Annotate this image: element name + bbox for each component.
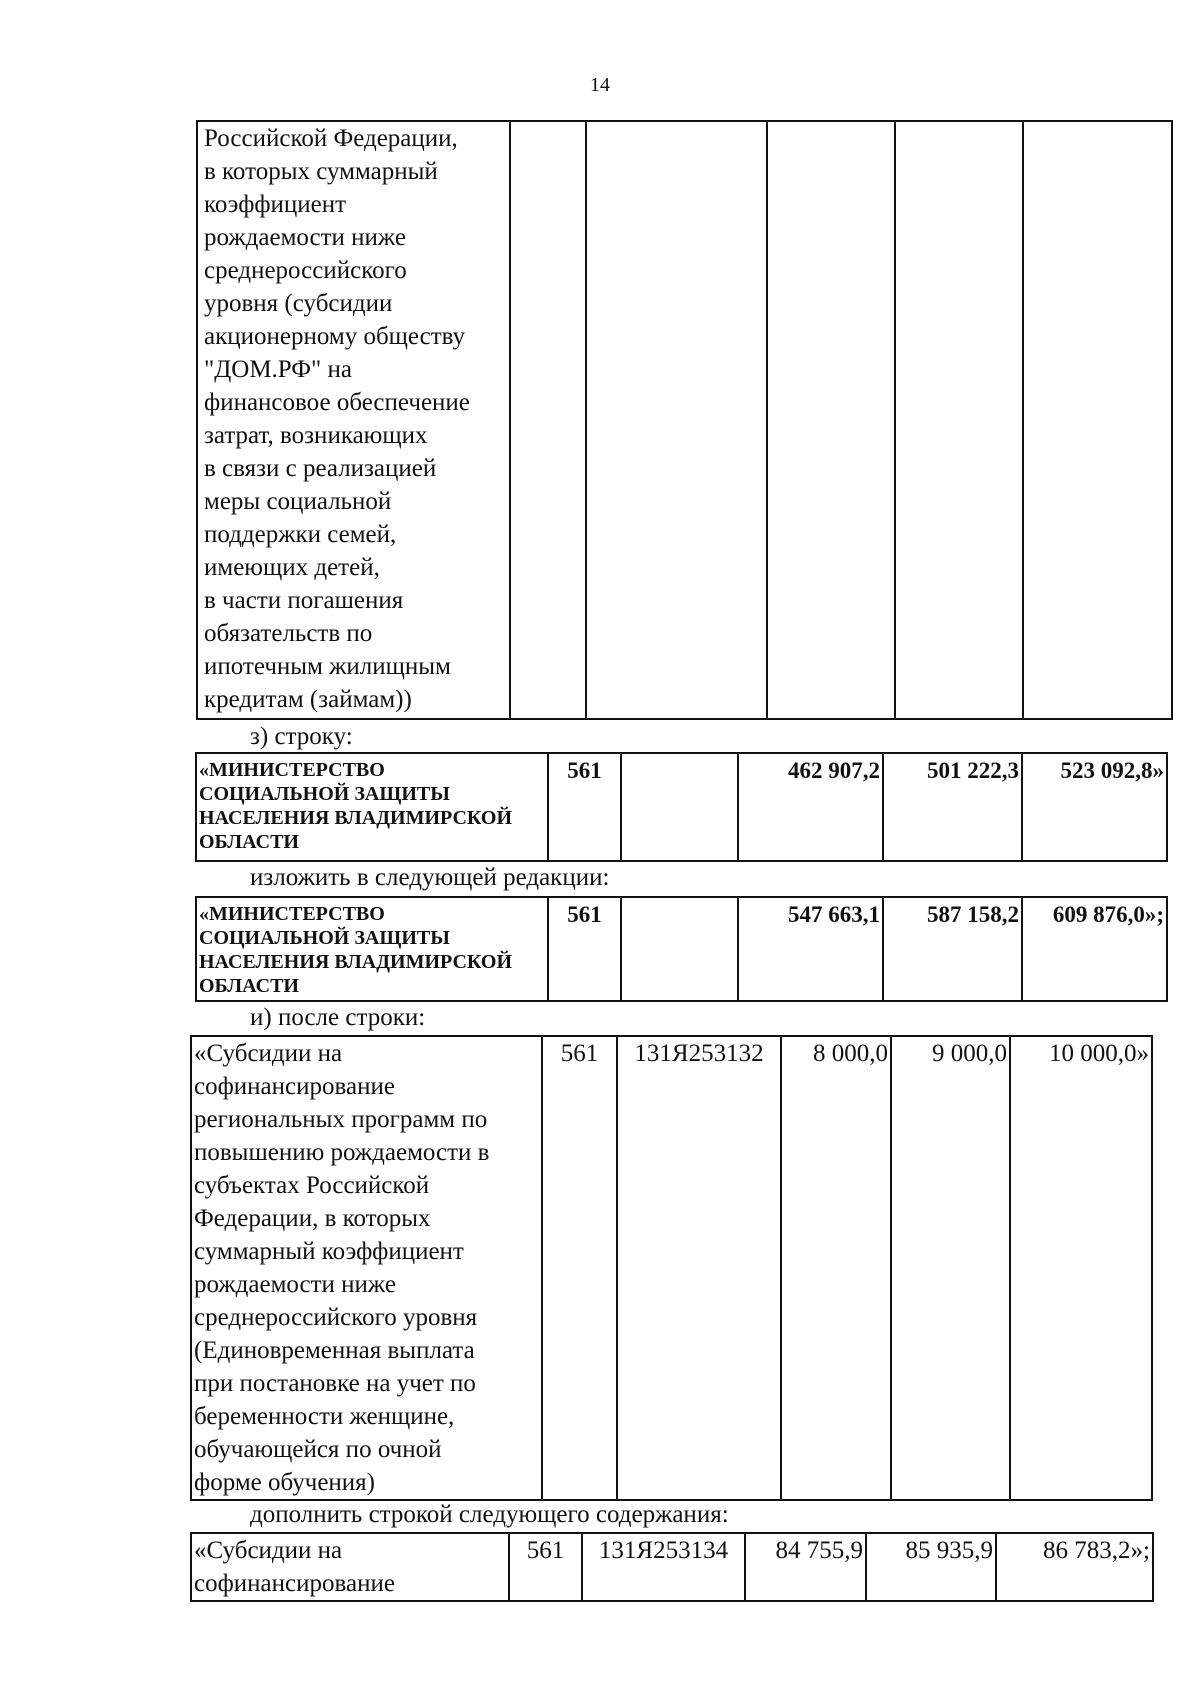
ministry-name-line: СОЦИАЛЬНОЙ ЗАЩИТЫ [199, 783, 450, 805]
description-line: софинансирование [194, 1073, 395, 1100]
code-cell: 561 [542, 1036, 617, 1500]
description-line: повышению рождаемости в [194, 1139, 490, 1166]
description-line: обучающейся по очной [194, 1436, 442, 1463]
value-2023-cell: 86 783,2»; [996, 1533, 1153, 1601]
description-line: (Единовременная выплата [194, 1337, 475, 1364]
description-line: затрат, возникающих [204, 422, 428, 449]
description-line: форме обучения) [194, 1469, 376, 1496]
description-line: рождаемости ниже [204, 224, 406, 251]
value-2021-cell: 84 755,9 [745, 1533, 866, 1601]
code-cell: 561 [548, 753, 621, 861]
description-line: уровня (субсидии [204, 290, 393, 317]
description-line: среднероссийского уровня [194, 1304, 478, 1331]
ministry-name-line: «МИНИСТЕРСТВО [199, 759, 385, 781]
description-line: меры социальной [204, 488, 392, 515]
ministry-row-old-table [195, 752, 1168, 862]
value-2022-cell: 587 158,2 [883, 897, 1022, 1001]
description-line: суммарный коэффициент [194, 1238, 464, 1265]
ministry-row-new-table [195, 896, 1168, 1002]
description-line: региональных программ по [194, 1106, 488, 1133]
value-2023-cell: 609 876,0»; [1022, 897, 1167, 1001]
target-article-cell: 131Я253134 [582, 1533, 745, 1601]
value-2021-cell: 547 663,1 [738, 897, 883, 1001]
ministry-name-cell [196, 897, 548, 1001]
value-2021-cell: 462 907,2 [738, 753, 883, 861]
description-line: в которых суммарный [204, 158, 438, 185]
added-subsidy-row-table [190, 1532, 1154, 1602]
description-line: рождаемости ниже [194, 1271, 396, 1298]
code-cell: 561 [509, 1533, 582, 1601]
empty-cell [621, 897, 738, 1001]
description-line: при постановке на учет по [194, 1370, 476, 1397]
description-line: ипотечным жилищным [204, 653, 451, 680]
ministry-name-line: «МИНИСТЕРСТВО [199, 903, 385, 925]
empty-cell [586, 121, 767, 719]
empty-cell [895, 121, 1023, 719]
empty-cell [767, 121, 895, 719]
instruction-replace: изложить в следующей редакции: [250, 864, 610, 891]
empty-cell [1023, 121, 1172, 719]
description-line: «Субсидии на [194, 1537, 343, 1564]
description-line: акционерному обществу [204, 323, 466, 350]
description-line: беременности женщине, [194, 1403, 455, 1430]
description-line: субъектах Российской [194, 1172, 430, 1199]
description-line: финансовое обеспечение [204, 389, 470, 416]
ministry-name-line: ОБЛАСТИ [199, 831, 299, 853]
empty-cell [621, 753, 738, 861]
subsidy-description-cell [191, 1533, 509, 1601]
description-line: "ДОМ.РФ" на [204, 356, 352, 383]
ministry-name-line: НАСЕЛЕНИЯ ВЛАДИМИРСКОЙ [199, 951, 513, 973]
description-line: поддержки семей, [204, 521, 397, 548]
value-2022-cell: 9 000,0 [891, 1036, 1010, 1500]
description-cell [197, 121, 510, 719]
description-line: «Субсидии на [194, 1040, 343, 1067]
description-line: кредитам (займам)) [204, 686, 412, 713]
instruction-i: и) после строки: [250, 1004, 426, 1031]
ministry-name-line: СОЦИАЛЬНОЙ ЗАЩИТЫ [199, 927, 450, 949]
value-2021-cell: 8 000,0 [781, 1036, 891, 1500]
continuation-table [196, 120, 1173, 720]
ministry-name-line: НАСЕЛЕНИЯ ВЛАДИМИРСКОЙ [199, 807, 513, 829]
description-line: в части погашения [204, 587, 404, 614]
ministry-name-line: ОБЛАСТИ [199, 975, 299, 997]
description-line: софинансирование [194, 1570, 395, 1597]
description-line: в связи с реализацией [204, 455, 437, 482]
value-2023-cell: 10 000,0» [1010, 1036, 1152, 1500]
value-2023-cell: 523 092,8» [1022, 753, 1167, 861]
instruction-add: дополнить строкой следующего содержания: [250, 1501, 729, 1528]
description-line: имеющих детей, [204, 554, 380, 581]
description-line: коэффициент [204, 191, 347, 218]
page-number: 14 [590, 74, 610, 96]
description-line: среднероссийского [204, 257, 407, 284]
description-line: обязательств по [204, 620, 373, 647]
value-2022-cell: 85 935,9 [866, 1533, 996, 1601]
ministry-name-cell [196, 753, 548, 861]
subsidy-row-table [190, 1035, 1153, 1501]
description-line: Российской Федерации, [204, 125, 458, 152]
empty-cell [510, 121, 586, 719]
subsidy-description-cell [191, 1036, 542, 1500]
value-2022-cell: 501 222,3 [883, 753, 1022, 861]
target-article-cell: 131Я253132 [617, 1036, 781, 1500]
code-cell: 561 [548, 897, 621, 1001]
description-line: Федерации, в которых [194, 1205, 431, 1232]
instruction-z: з) строку: [250, 723, 353, 750]
